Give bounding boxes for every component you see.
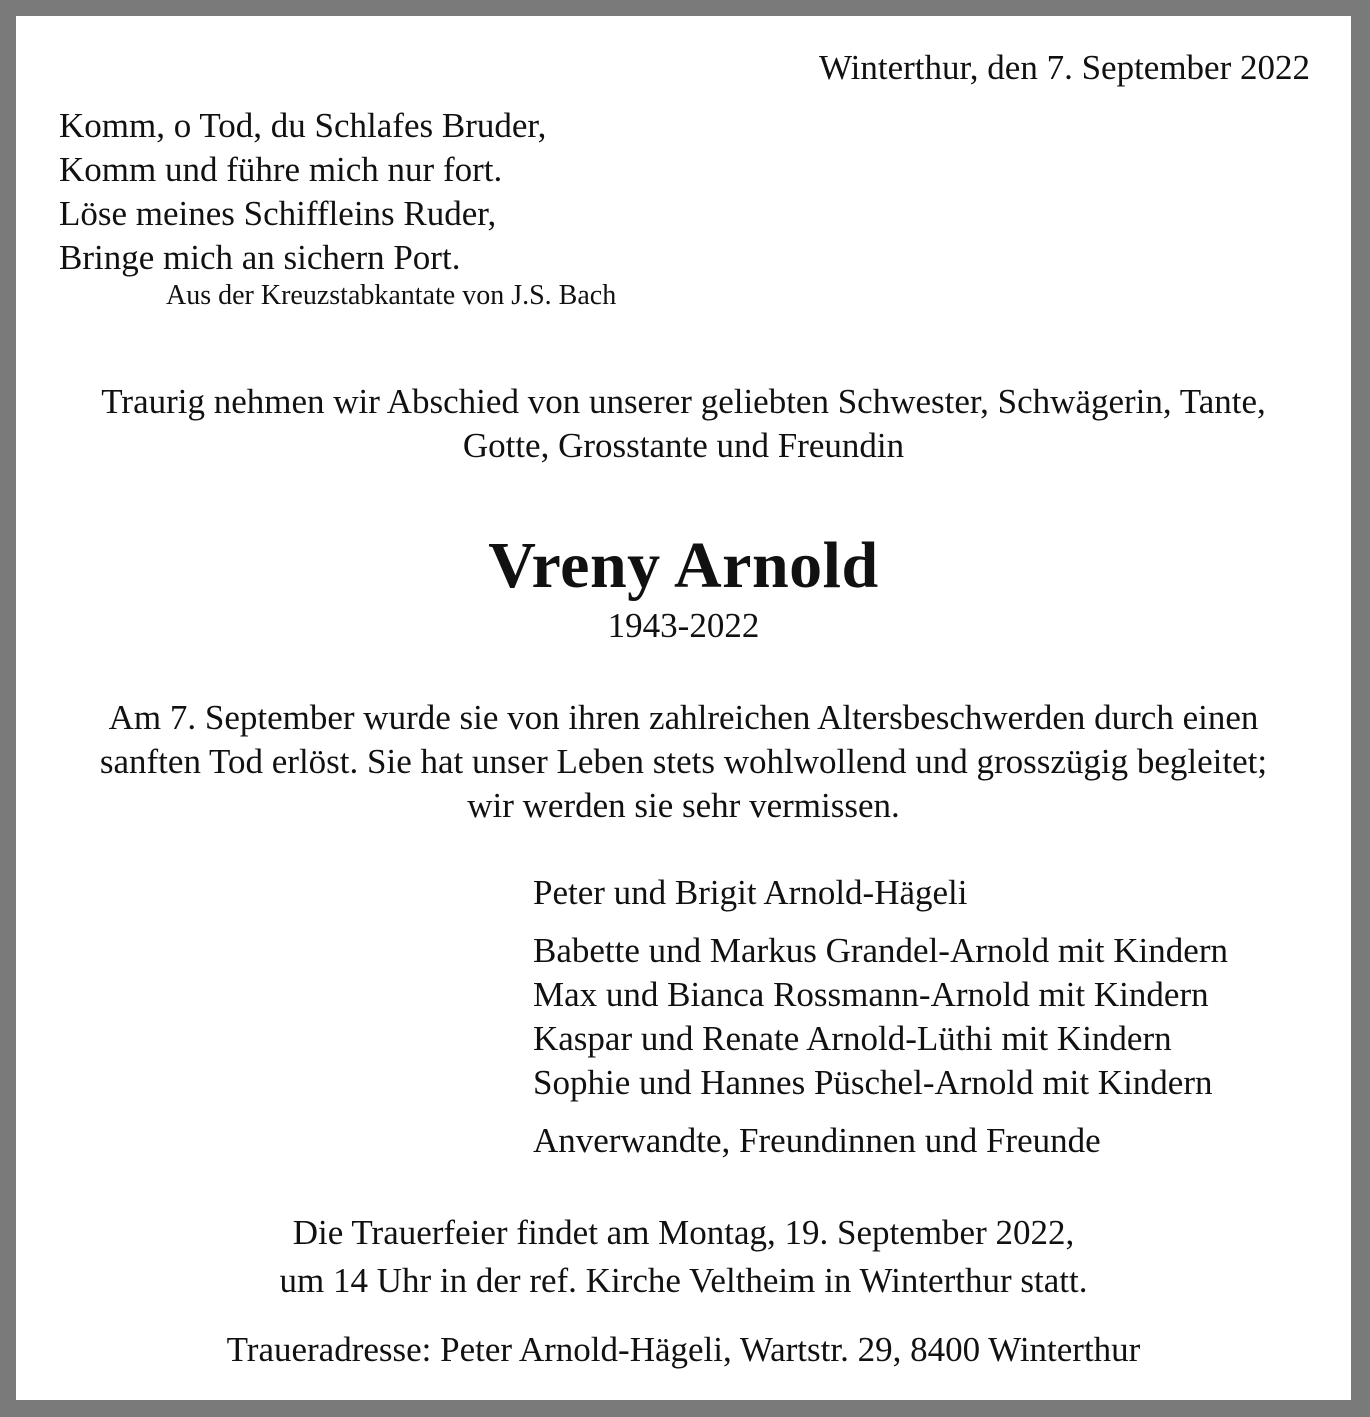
service-info — [16, 1209, 1351, 1305]
service-line: um 14 Uhr in der ref. Kirche Veltheim in Winterthur statt. — [279, 1261, 1088, 1300]
mourning-address: Traueradresse: Peter Arnold-Hägeli, Wartstr. 29, 8400 Winterthur — [226, 1330, 1141, 1369]
date-line: Winterthur, den 7. September 2022 — [819, 48, 1310, 87]
poem-source: Aus der Kreuzstabkantate von J.S. Bach — [166, 280, 617, 311]
obituary-page — [16, 16, 1351, 1400]
mourners-group — [533, 871, 1228, 915]
mourners-group — [533, 1119, 1228, 1163]
mourner-entry: Sophie und Hannes Püschel-Arnold mit Kindern — [533, 1063, 1213, 1102]
mourner-entry: Kaspar und Renate Arnold-Lüthi mit Kindern — [533, 1019, 1172, 1058]
poem-line: Komm, o Tod, du Schlafes Bruder, — [59, 106, 547, 145]
mourner-entry: Babette und Markus Grandel-Arnold mit Kindern — [533, 931, 1228, 970]
poem-line: Bringe mich an sichern Port. — [59, 238, 461, 277]
poem-line: Löse meines Schiffleins Ruder, — [59, 194, 497, 233]
service-line: Die Trauerfeier findet am Montag, 19. September 2022, — [292, 1213, 1075, 1252]
deceased-name: Vreny Arnold — [488, 529, 879, 602]
poem-line: Komm und führe mich nur fort. — [59, 150, 503, 189]
intro-line: Traurig nehmen wir Abschied von unserer geliebten Schwester, Schwägerin, Tante, — [101, 382, 1266, 421]
message-line: sanften Tod erlöst. Sie hat unser Leben stets wohlwollend und grosszügig begleitet; — [99, 742, 1268, 781]
mourner-entry: Max und Bianca Rossmann-Arnold mit Kindern — [533, 975, 1209, 1014]
mourner-entry: Peter und Brigit Arnold-Hägeli — [533, 873, 968, 912]
mourners-group — [533, 929, 1228, 1105]
intro-text — [16, 380, 1351, 468]
poem — [59, 104, 546, 280]
mourners-list — [533, 871, 1228, 1177]
deceased-years: 1943-2022 — [607, 606, 760, 645]
message-line: wir werden sie sehr vermissen. — [467, 786, 900, 825]
mourner-entry: Anverwandte, Freundinnen und Freunde — [533, 1121, 1101, 1160]
intro-line: Gotte, Grosstante und Freundin — [462, 426, 905, 465]
message-line: Am 7. September wurde sie von ihren zahlreichen Altersbeschwerden durch einen — [108, 698, 1259, 737]
message-text — [16, 696, 1351, 828]
